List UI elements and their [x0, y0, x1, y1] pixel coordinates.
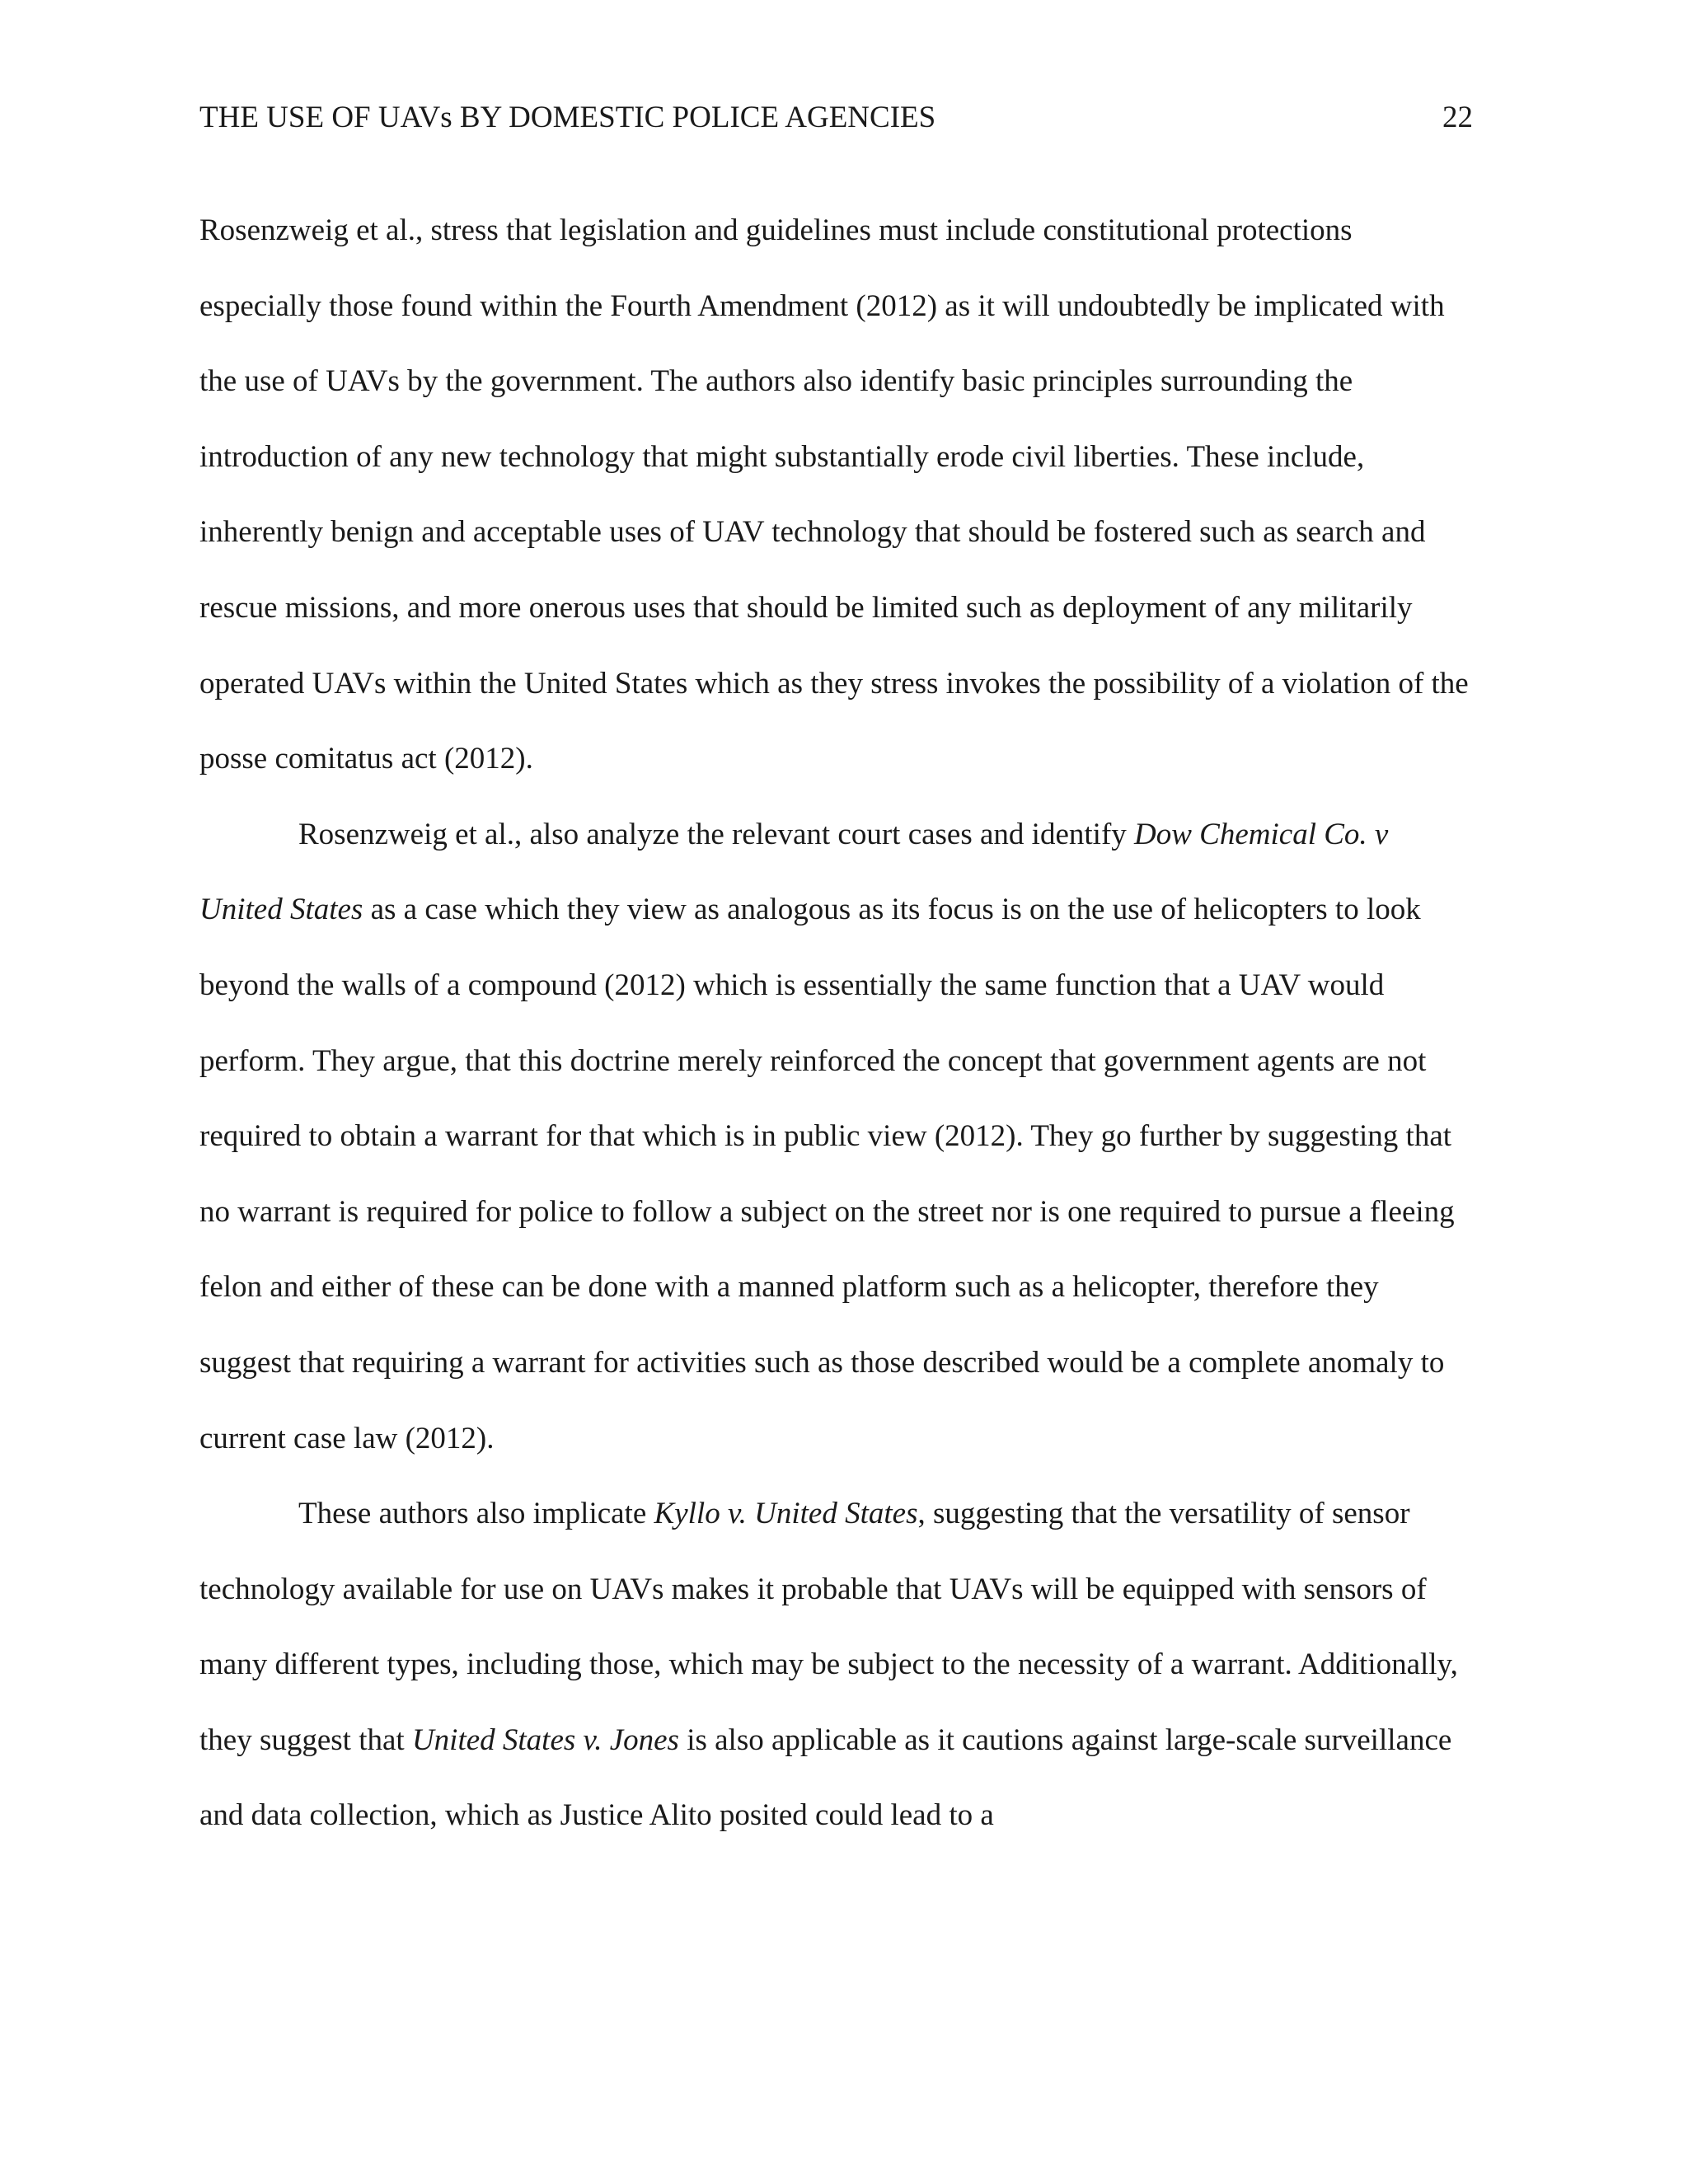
paragraph-2-text-a: Rosenzweig et al., also analyze the relevant court cases and identify: [298, 817, 1135, 851]
page-number: 22: [1442, 101, 1473, 134]
case-citation-kyllo: Kyllo v. United States: [654, 1497, 918, 1531]
running-head: [199, 97, 1473, 138]
body-text: [199, 193, 1473, 1854]
paragraph-1-text: Rosenzweig et al., stress that legislation and guidelines must include constitutional protections especially those found within the Fourth Amendment (2012) as it will undoubtedly be implicated with the use of UAVs by the government. The authors also identify basic principles surrounding the introduction of any new technology that might substantially erode civil liberties. These include, inherently benign and acceptable uses of UAV technology that should be fostered such as search and rescue missions, and more onerous uses that should be limited such as deployment of any militarily operated UAVs within the United States which as they stress invokes the possibility of a violation of the posse comitatus act (2012).: [199, 213, 1469, 776]
case-citation-jones: United States v. Jones: [411, 1722, 679, 1757]
case-citation-dow-chemical: Dow Chemical Co. v United States: [199, 817, 1389, 927]
paragraph-3: [199, 1476, 1473, 1854]
paragraph-3-text-a: These authors also implicate: [298, 1497, 654, 1531]
paragraph-1: [199, 193, 1473, 797]
paragraph-3-text-b: , suggesting that the versatility of sensor technology available for use on UAVs makes it probable that UAVs will be equipped with sensors of many different types, including those, which may be subject to the necessity of a warrant. Additionally, they suggest that: [199, 1497, 1458, 1757]
running-head-title: THE USE OF UAVs BY DOMESTIC POLICE AGENCIES: [199, 101, 936, 134]
paragraph-2: [199, 797, 1473, 1476]
paragraph-3-text-c: is also applicable as it cautions against large-scale surveillance and data collection, which as Justice Alito posited could lead to a: [199, 1722, 1452, 1833]
paragraph-2-text-b: as a case which they view as analogous as its focus is on the use of helicopters to look beyond the walls of a compound (2012) which is essentially the same function that a UAV would perform. They argue, that this doctrine merely reinforced the concept that government agents are not required to obtain a warrant for that which is in public view (2012). They go further by suggesting that no warrant is required for police to follow a subject on the street nor is one required to pursue a fleeing felon and either of these can be done with a manned platform such as a helicopter, therefore they suggest that requiring a warrant for activities such as those described would be a complete anomaly to current case law (2012).: [199, 893, 1455, 1455]
